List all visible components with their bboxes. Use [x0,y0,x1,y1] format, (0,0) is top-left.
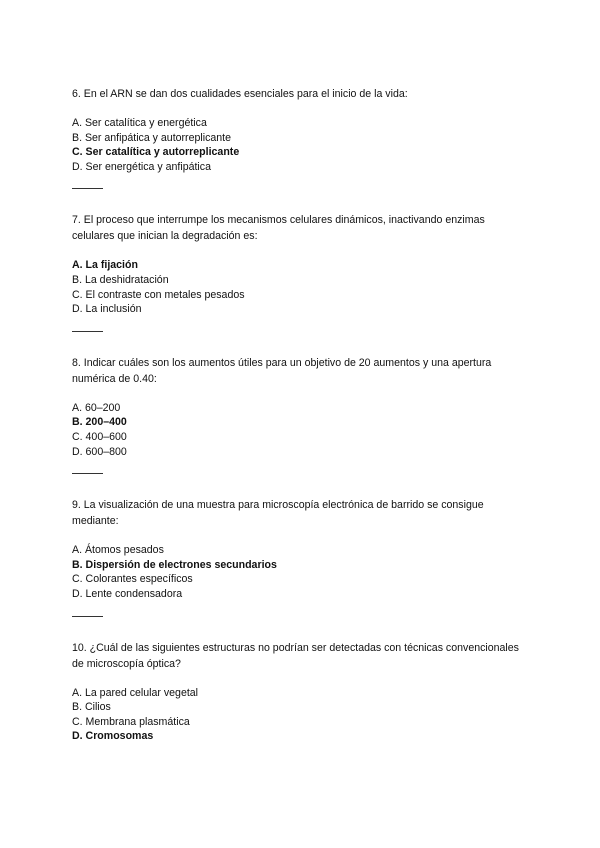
option-c: C. Membrana plasmática [72,715,190,728]
option-list [72,401,528,459]
option-b-correct: B. Dispersión de electrones secundarios [72,558,277,571]
option-a: A. La pared celular vegetal [72,686,199,699]
option-list [72,116,528,174]
question-divider [72,616,103,617]
option-a: A. 60–200 [72,401,121,414]
option-a-correct: A. La fijación [72,259,138,272]
question-divider [72,473,103,474]
question-divider [72,188,103,189]
option-c: C. 400–600 [72,430,127,443]
option-c: C. Colorantes específicos [72,573,193,586]
option-b: B. Cilios [72,701,111,714]
option-d: D. La inclusión [72,303,142,316]
option-d-correct: D. Cromosomas [72,730,154,743]
option-list [72,258,528,316]
quiz-page [72,86,528,744]
question-9 [72,497,528,616]
option-d: D. Lente condensadora [72,587,183,600]
question-divider [72,331,103,332]
question-6 [72,86,528,189]
question-text: 10. ¿Cuál de las siguientes estructuras no podrían ser detectadas con técnicas convencionales de microscopía óptica? [72,641,519,670]
option-list [72,686,528,744]
option-c-correct: C. Ser catalítica y autorreplicante [72,146,240,159]
option-a: A. Átomos pesados [72,544,164,557]
question-10 [72,640,528,744]
option-a: A. Ser catalítica y energética [72,117,207,129]
question-text: 8. Indicar cuáles son los aumentos útiles para un objetivo de 20 aumentos y una apertura numérica de 0.40: [72,356,492,385]
option-d: D. 600–800 [72,445,127,458]
option-d: D. Ser energética y anfipática [72,160,211,173]
question-8 [72,355,528,474]
option-b: B. Ser anfipática y autorreplicante [72,131,231,144]
question-text: 7. El proceso que interrumpe los mecanismos celulares dinámicos, inactivando enzimas celulares que inician la degradación es: [72,214,485,243]
option-list [72,543,528,601]
question-7 [72,212,528,331]
question-text: 6. En el ARN se dan dos cualidades esenciales para el inicio de la vida: [72,88,408,100]
option-c: C. El contraste con metales pesados [72,288,245,301]
option-b-correct: B. 200–400 [72,416,127,429]
option-b: B. La deshidratación [72,273,169,286]
question-text: 9. La visualización de una muestra para microscopía electrónica de barrido se consigue mediante: [72,499,484,528]
